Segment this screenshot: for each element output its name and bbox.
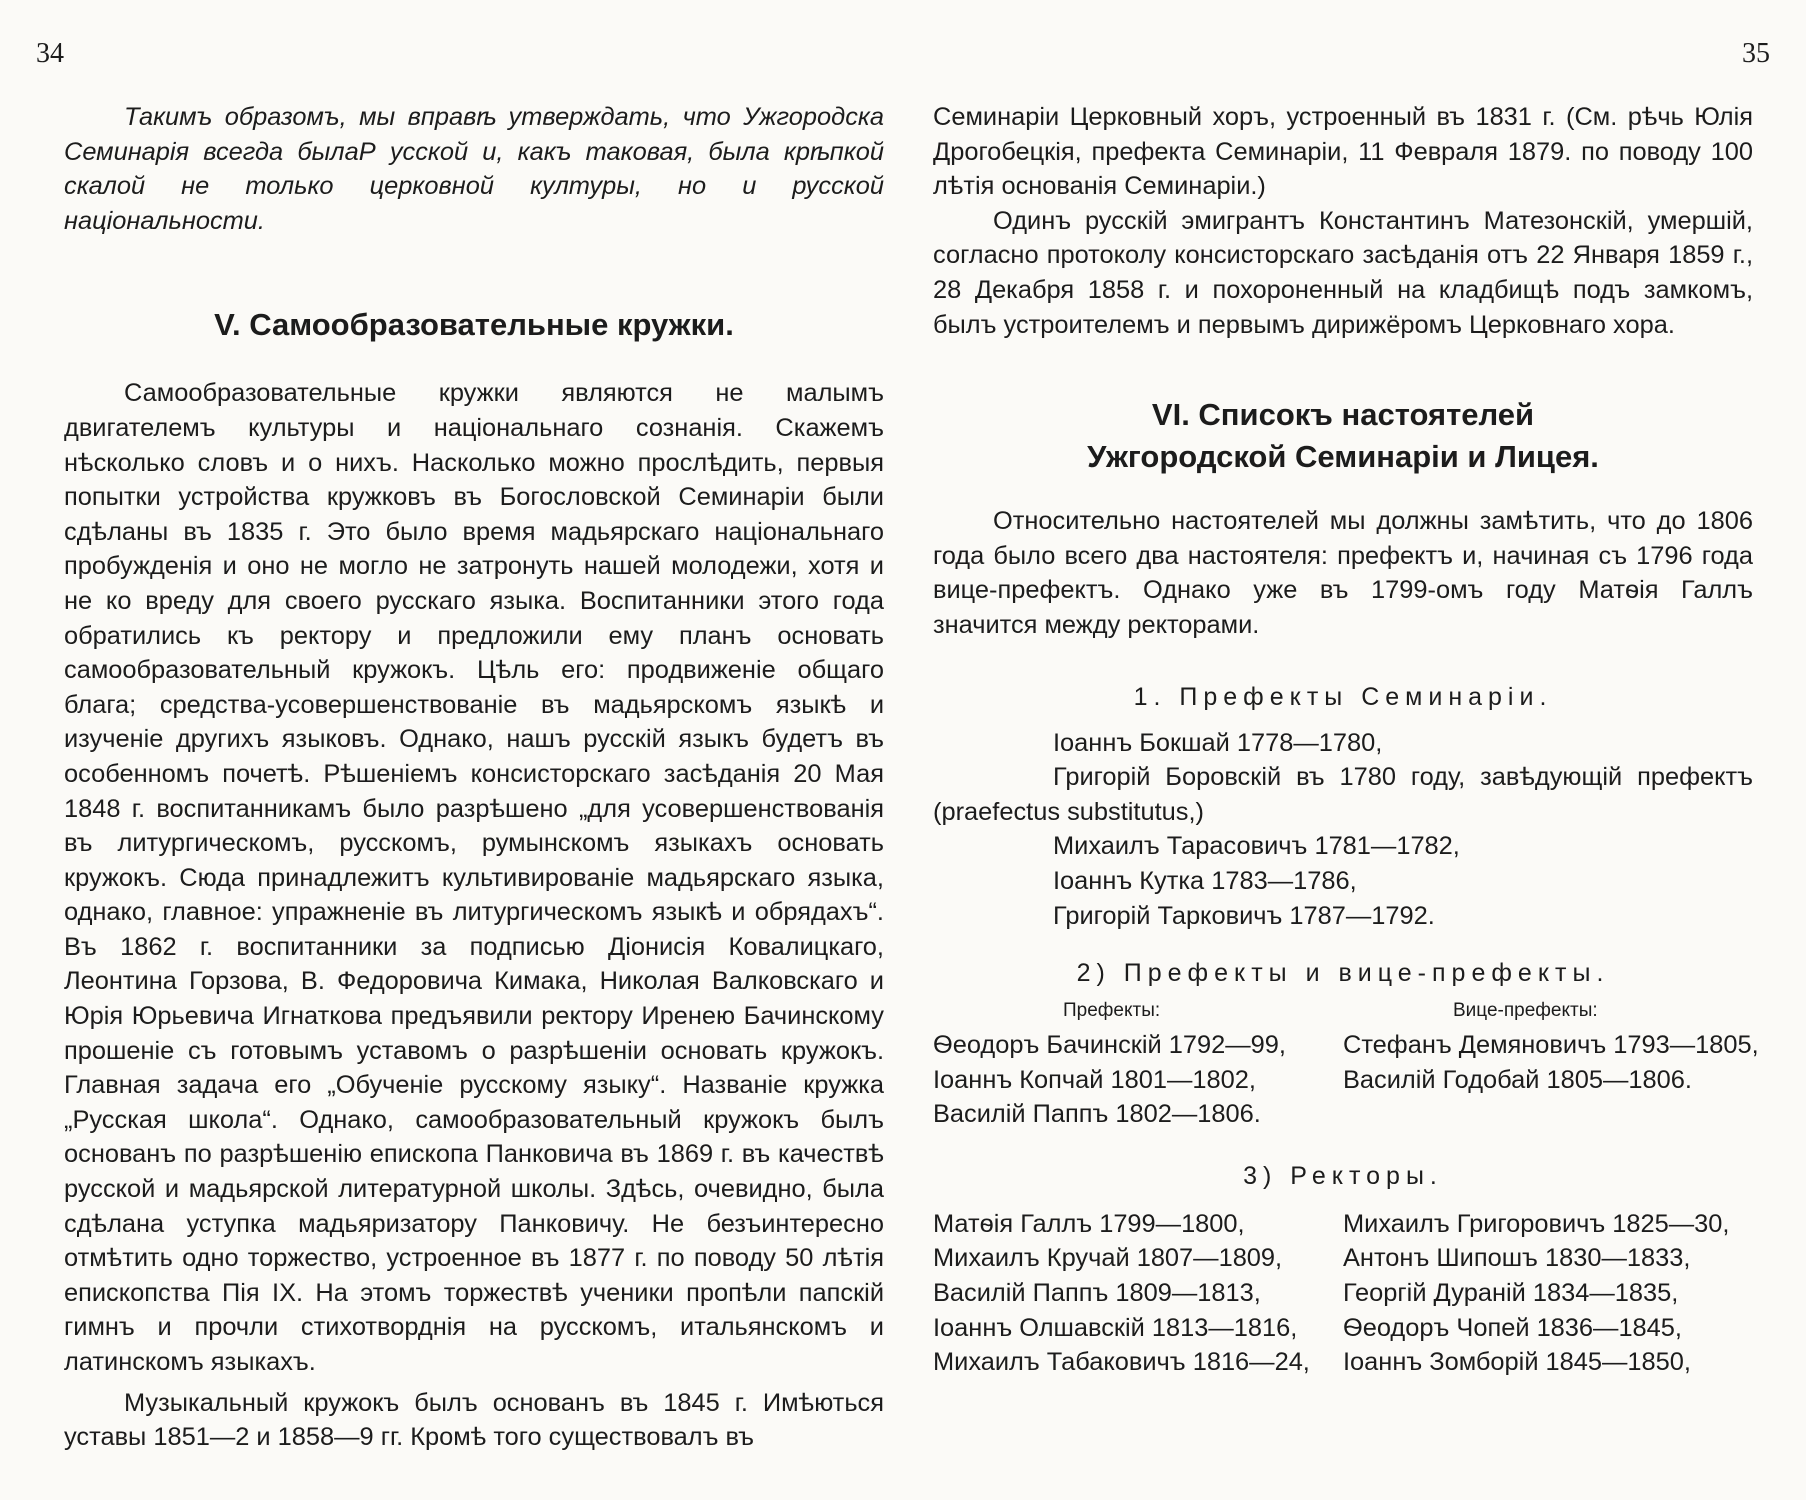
list-item: Василій Паппъ 1809—1813, (933, 1279, 1261, 1308)
list-item: Матѳія Галлъ 1799—1800, (933, 1209, 1245, 1238)
left-column (64, 100, 884, 1455)
right-page (903, 0, 1806, 1500)
prefects-label: Префекты: (1063, 1000, 1161, 1022)
continuation-paragraph: Семинаріи Церковный хоръ, устроенный въ 1831 г. (См. рѣчь Юлія Дрогобецкія, префекта Семинаріи, 11 Февраля 1879. по поводу 100 лѣтія основанія Семинаріи.) (933, 103, 1753, 201)
list-item: Михаилъ Кручай 1807—1809, (933, 1244, 1283, 1273)
intro-paragraph: Такимъ образомъ, мы вправѣ утверждать, что Ужгородска Семинарія всегда былаР усской и, какъ таковая, была крѣпкой скалой не только церковной културы, но и русской національности. (64, 103, 884, 235)
prefects-heading: 1. Префекты Семинаріи. (1133, 682, 1553, 711)
list-item: Іоаннъ Олшавскій 1813—1816, (933, 1313, 1298, 1342)
prefects-list (933, 726, 1753, 934)
list-item: Іоаннъ Копчай 1801—1802, (933, 1065, 1256, 1094)
page-number-right: 35 (1742, 38, 1770, 69)
rectors-intro: Относительно настоятелей мы должны замѣтить, что до 1806 года было всего два настоятеля: префектъ и, начиная съ 1796 года вице-префектъ. Однако уже въ 1799-омъ году Матѳія Галлъ значится между ректорами. (933, 507, 1753, 639)
vice-prefects-column (1343, 1028, 1759, 1132)
rectors-column-1 (933, 1207, 1343, 1380)
paragraph-music: Музыкальный кружокъ былъ основанъ въ 1845 г. Имѣються уставы 1851—2 и 1858—9 гг. Кромѣ того существовалъ въ (64, 1388, 884, 1452)
section-vi-title-line2: Ужгородской Семинаріи и Лицея. (1087, 439, 1599, 475)
paragraph-choir: Одинъ русскій эмигрантъ Константинъ Матезонскій, умершій, согласно протоколу консисторскаго засѣданія отъ 22 Января 1859 г., 28 Декабря 1858 г. и похороненный на кладбищѣ подъ замкомъ, былъ устроителемъ и первымъ дирижёромъ Церковнаго хора. (933, 206, 1753, 339)
list-item: Іоаннъ Бокшай 1778—1780, (1053, 728, 1383, 757)
list-item: Стефанъ Демяновичъ 1793—1805, (1343, 1031, 1759, 1060)
list-item: Василій Паппъ 1802—1806. (933, 1100, 1261, 1129)
rectors-heading: 3) Ректоры. (1243, 1161, 1443, 1190)
list-item: Михаилъ Тарасовичъ 1781—1782, (1053, 832, 1460, 861)
right-column (933, 100, 1759, 1380)
prefects-column (933, 1028, 1343, 1132)
list-item: Михаилъ Григоровичъ 1825—30, (1343, 1209, 1730, 1238)
list-item: Михаилъ Табаковичъ 1816—24, (933, 1348, 1310, 1377)
rectors-columns (933, 1207, 1753, 1380)
paragraph-circles: Самообразовательные кружки являются не малымъ двигателемъ культуры и національнаго сознанія. Скажемъ нѣсколько словъ и о нихъ. Насколько можно прослѣдить, первыя попытки устройства кружковъ въ Богословской Семинаріи были сдѣланы въ 1835 г. Это было время мадьярскаго національнаго пробужденія и оно не могло не затронуть нашей молодежи, хотя и не ко вреду для своего русскаго языка. Воспитанники этого года обратились къ ректору и предложили ему планъ основать самообразовательный кружокъ. Цѣль его: продвиженіе общаго блага; средства-усовершенствованіе въ мадьярскомъ языкѣ и изученіе другихъ языковъ. Однако, нашъ русскій языкъ будетъ въ особенномъ почетѣ. Рѣшеніемъ консисторскаго засѣданія 20 Мая 1848 г. воспитанникамъ было разрѣшено „для усовершенствованія въ литургическомъ, русскомъ, румынскомъ языкахъ основать кружокъ. Сюда принадлежитъ культивированіе мадьярскаго языка, однако, главное: упражненіе въ литургическомъ языкѣ и обрядахъ“. Въ 1862 г. воспитанники за подписью Діонисія Ковалицкаго, Леонтина Горзова, В. Федоровича Кимака, Николая Валковскаго и Юрія Юрьевича Игнаткова предъявили ректору Иренею Бачинскому прошеніе съ готовымъ уставомъ о разрѣшеніи основать кружокъ. Главная задача его „Обученіе русскому языку“. Названіе кружка „Русская школа“. Однако, самообразовательный кружокъ былъ основанъ по разрѣшенію епископа Панковича въ 1869 г. въ качествѣ русской и мадьярской литературной школы. Здѣсь, очевидно, была сдѣлана уступка мадьяризатору Панковичу. Не безъинтересно отмѣтить одно торжество, устроенное въ 1877 г. по поводу 50 лѣтія епископства Пія IX. На этомъ торжествѣ ученики пропѣли папскій гимнъ и прочли стихотворднія на русскомъ, итальянскомъ и латинскомъ языкахъ. (64, 379, 884, 1376)
list-item: Ѳеодоръ Чопей 1836—1845, (1343, 1313, 1682, 1342)
vice-prefects-label: Вице-префекты: (1453, 1000, 1598, 1022)
prefects-vice-heading: 2) Префекты и вице-префекты. (1076, 959, 1610, 988)
list-item: Антонъ Шипошъ 1830—1833, (1343, 1244, 1691, 1273)
list-item: Георгій Дураній 1834—1835, (1343, 1279, 1679, 1308)
list-item: Григорій Боровскій въ 1780 году, завѣдующій префектъ (praefectus substitutus,) (933, 763, 1753, 826)
section-vi-title-line1: VI. Списокъ настоятелей (1151, 397, 1535, 433)
prefects-subheads (933, 1000, 1753, 1022)
list-item: Василій Годобай 1805—1806. (1343, 1065, 1692, 1094)
rectors-column-2 (1343, 1207, 1753, 1380)
list-item: Григорій Тарковичъ 1787—1792. (1053, 901, 1435, 930)
page-number-left: 34 (36, 38, 64, 69)
section-v-title: V. Самообразовательные кружки. (214, 307, 734, 343)
list-item: Іоаннъ Кутка 1783—1786, (1053, 866, 1357, 895)
list-item: Ѳеодоръ Бачинскій 1792—99, (933, 1031, 1286, 1060)
list-item: Іоаннъ Зомборій 1845—1850, (1343, 1348, 1691, 1377)
prefects-columns (933, 1028, 1759, 1132)
